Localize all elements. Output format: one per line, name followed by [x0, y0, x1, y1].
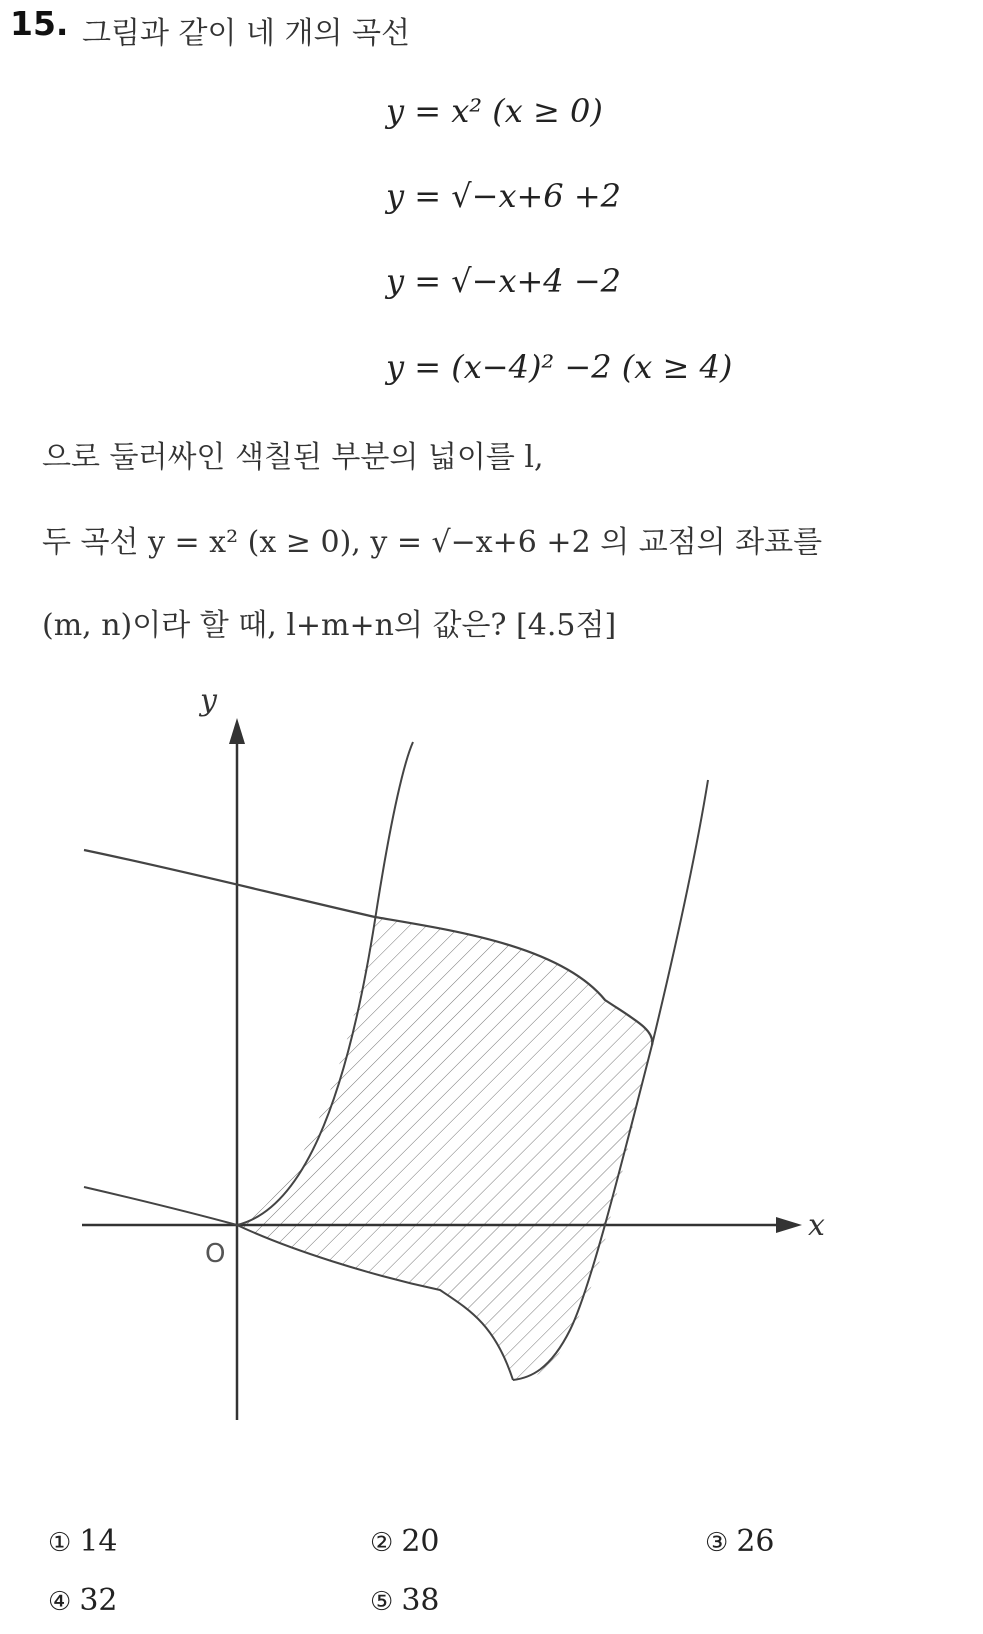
curve-graph: [0, 690, 983, 1450]
x-axis-label: x: [808, 1208, 825, 1243]
origin-label: O: [205, 1239, 226, 1269]
y-axis-label: y: [200, 690, 217, 718]
choice-4[interactable]: ④ 32: [48, 1583, 118, 1618]
shaded-region: [237, 917, 652, 1380]
question-line-3: (m, n)이라 할 때, l+m+n의 값은? [4.5점]: [42, 608, 617, 643]
question-line-1: 으로 둘러싸인 색칠된 부분의 넓이를 l,: [42, 440, 544, 475]
choice-3[interactable]: ③ 26: [705, 1524, 775, 1559]
question-line-2: 두 곡선 y = x² (x ≥ 0), y = √−x+6 +2 의 교점의 좌표를: [42, 525, 823, 560]
question-number: 15.: [10, 4, 69, 43]
equation-4: y = (x−4)² −2 (x ≥ 4): [386, 348, 733, 386]
equation-1: y = x² (x ≥ 0): [386, 92, 603, 130]
x-axis-arrow-icon: [776, 1217, 802, 1233]
choice-1[interactable]: ① 14: [48, 1524, 118, 1559]
choice-5[interactable]: ⑤ 38: [370, 1583, 440, 1618]
choice-2[interactable]: ② 20: [370, 1524, 440, 1559]
equation-2: y = √−x+6 +2: [386, 177, 621, 215]
y-axis-arrow-icon: [229, 718, 245, 744]
equation-3: y = √−x+4 −2: [386, 262, 621, 300]
question-intro: 그림과 같이 네 개의 곡선: [82, 16, 410, 51]
